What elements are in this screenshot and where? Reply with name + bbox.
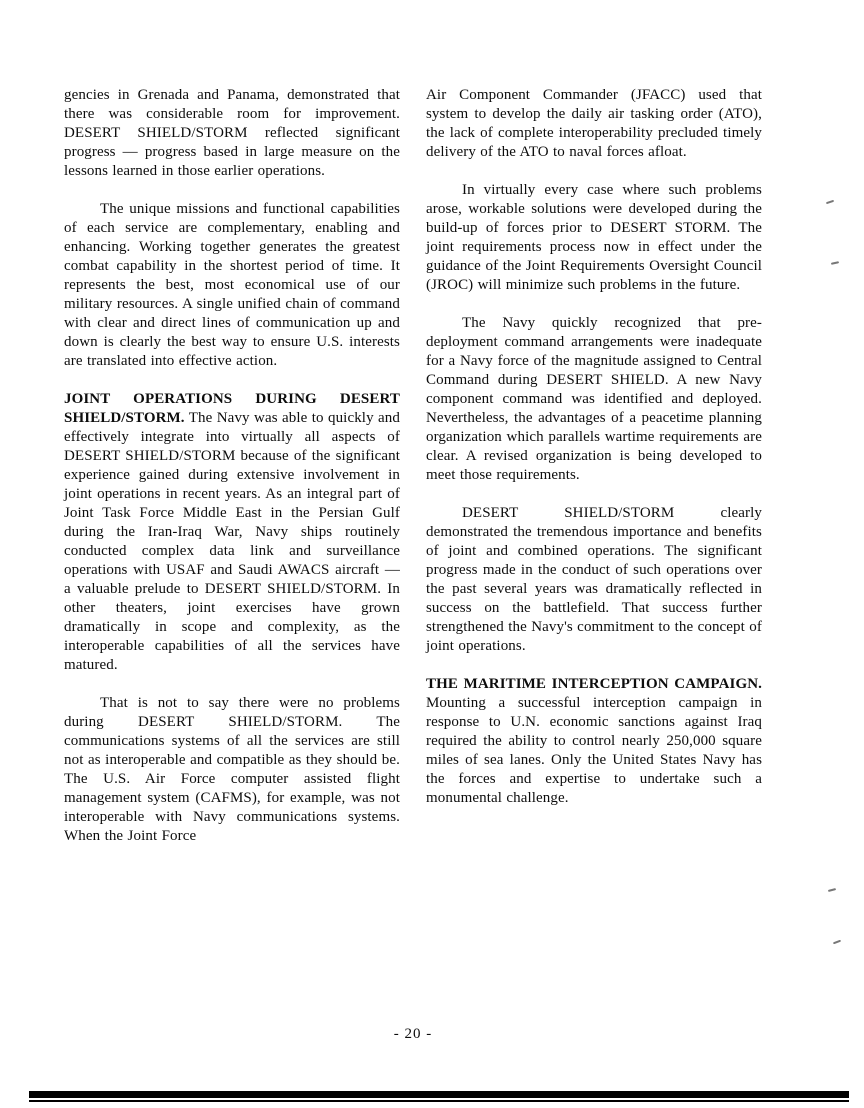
paragraph-text: In virtually every case where such problems arose, workable solutions were developed during the build-up of forces prior to DESERT STORM. The joint requirements process now in effect under the guidance of the Joint Requirements Oversight Council (JROC) will minimize such problems in the future. (426, 182, 762, 293)
left-column (64, 86, 400, 865)
section-heading: THE MARITIME INTERCEPTION CAMPAIGN. (426, 676, 762, 692)
paragraph (426, 181, 762, 295)
paragraph (64, 86, 400, 181)
paragraph (426, 86, 762, 162)
bottom-rule-thin (29, 1100, 849, 1102)
paragraph-text: gencies in Grenada and Panama, demonstrated that there was considerable room for improvement. DESERT SHIELD/STORM reflected significant progress — progress based in large measure on the lessons learned in those earlier operations. (64, 87, 400, 179)
paragraph-text: The Navy quickly recognized that pre-deployment command arrangements were inadequate for a Navy force of the magnitude assigned to Central Command during DESERT SHIELD. A new Navy component command was identified and deployed. Nevertheless, the advantages of a peacetime planning organization which parallels wartime requirements are clear. A revised organization is being developed to meet those requirements. (426, 315, 762, 483)
paragraph (426, 504, 762, 656)
paragraph-text: Mounting a successful interception campaign in response to U.N. economic sanctions against Iraq required the ability to control nearly 250,000 square miles of sea lanes. Only the United States Navy has the forces and expertise to undertake such a monumental challenge. (426, 695, 762, 806)
paragraph (426, 675, 762, 808)
paragraph (64, 390, 400, 675)
paragraph (426, 314, 762, 485)
scan-artifact (833, 940, 841, 945)
paragraph-text: The unique missions and functional capabilities of each service are complementary, enabling and enhancing. Working together generates the greatest combat capability in the shortest period of time. It represents the best, most economical use of our military resources. A single unified chain of command with clear and direct lines of communication up and down is clearly the best way to ensure U.S. interests are translated into effective action. (64, 201, 400, 369)
page-number: - 20 - (393, 1026, 433, 1042)
section-heading: JOINT OPERATIONS DURING DESERT SHIELD/STORM. (64, 391, 400, 426)
scan-artifact (831, 261, 839, 265)
paragraph-text: That is not to say there were no problems during DESERT SHIELD/STORM. The communications systems of all the services are still not as interoperable and compatible as they should be. The U.S. Air Force computer assisted flight management system (CAFMS), for example, was not interoperable with Navy communications systems. When the Joint Force (64, 695, 400, 844)
right-column (426, 86, 762, 865)
bottom-rule (29, 1091, 849, 1098)
paragraph-text: Air Component Commander (JFACC) used that system to develop the daily air tasking order (ATO), the lack of complete interoperability precluded timely delivery of the ATO to naval forces afloat. (426, 87, 762, 160)
scan-artifact (828, 888, 836, 892)
paragraph (64, 200, 400, 371)
paragraph (64, 694, 400, 846)
paragraph-text: The Navy was able to quickly and effectively integrate into virtually all aspects of DESERT SHIELD/STORM because of the significant experience gained during extensive involvement in joint operations in recent years. As an integral part of Joint Task Force Middle East in the Persian Gulf during the Iran-Iraq War, Navy ships routinely conducted complex data link and surveillance operations with USAF and Saudi AWACS aircraft — a valuable prelude to DESERT SHIELD/STORM. In other theaters, joint exercises have grown dramatically in scope and complexity, as the interoperable capabilities of all the services have matured. (64, 410, 400, 673)
paragraph-text: DESERT SHIELD/STORM clearly demonstrated the tremendous importance and benefits of joint and combined operations. The significant progress made in the conduct of such operations over the past several years was dramatically reflected in success on the battlefield. That success further strengthened the Navy's commitment to the concept of joint operations. (426, 505, 762, 654)
page-content (64, 86, 762, 865)
scan-artifact (826, 200, 834, 204)
